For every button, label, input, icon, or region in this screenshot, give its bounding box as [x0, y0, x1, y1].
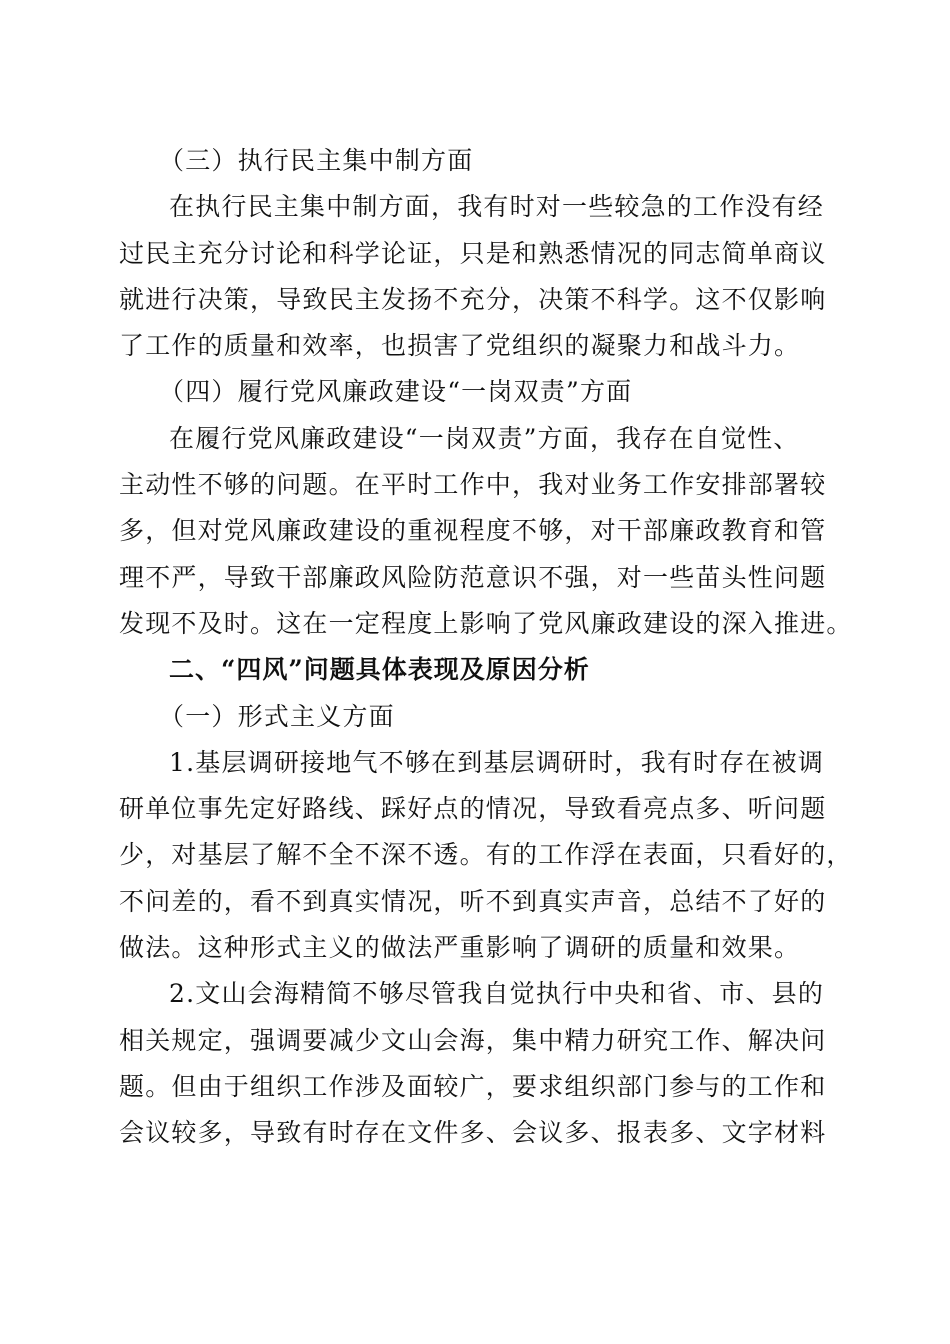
- subheading-one: （一）形式主义方面: [159, 701, 395, 731]
- paragraph-line: 相关规定，强调要减少文山会海，集中精力研究工作、解决问: [119, 1025, 827, 1055]
- paragraph-line: 发现不及时。这在一定程度上影响了党风廉政建设的深入推进。: [119, 608, 853, 638]
- paragraph-line: 题。但由于组织工作涉及面较广，要求组织部门参与的工作和: [119, 1071, 827, 1101]
- subheading-three: （三）执行民主集中制方面: [159, 146, 474, 175]
- paragraph-line: 少，对基层了解不全不深不透。有的工作浮在表面，只看好的，: [119, 840, 853, 870]
- paragraph-line: 在执行民主集中制方面，我有时对一些较急的工作没有经: [169, 192, 825, 222]
- section-heading-two: 二、“四风”问题具体表现及原因分析: [169, 655, 590, 685]
- paragraph-line: 理不严，导致干部廉政风险防范意识不强，对一些苗头性问题: [119, 562, 827, 592]
- document-body: [119, 138, 853, 1157]
- paragraph-line: 就进行决策，导致民主发扬不充分，决策不科学。这不仅影响: [119, 284, 827, 314]
- paragraph-line: 主动性不够的问题。在平时工作中，我对业务工作安排部署较: [119, 470, 827, 500]
- subheading-four: （四）履行党风廉政建设“一岗双责”方面: [159, 377, 633, 407]
- paragraph-line: 在履行党风廉政建设“一岗双责”方面，我存在自觉性、: [169, 423, 800, 453]
- paragraph-line: 不问差的，看不到真实情况，听不到真实声音，总结不了好的: [119, 886, 827, 916]
- paragraph-line: 了工作的质量和效率，也损害了党组织的凝聚力和战斗力。: [119, 331, 801, 361]
- paragraph-line: 2.文山会海精简不够尽管我自觉执行中央和省、市、县的: [169, 979, 825, 1009]
- paragraph-line: 1.基层调研接地气不够在到基层调研时，我有时存在被调: [169, 747, 825, 777]
- paragraph-line: 过民主充分讨论和科学论证，只是和熟悉情况的同志简单商议: [119, 238, 827, 268]
- paragraph-line: 做法。这种形式主义的做法严重影响了调研的质量和效果。: [119, 933, 801, 963]
- paragraph-line: 会议较多，导致有时存在文件多、会议多、报表多、文字材料: [119, 1118, 827, 1148]
- paragraph-line: 研单位事先定好路线、踩好点的情况，导致看亮点多、听问题: [119, 794, 827, 824]
- paragraph-line: 多，但对党风廉政建设的重视程度不够，对干部廉政教育和管: [119, 516, 827, 546]
